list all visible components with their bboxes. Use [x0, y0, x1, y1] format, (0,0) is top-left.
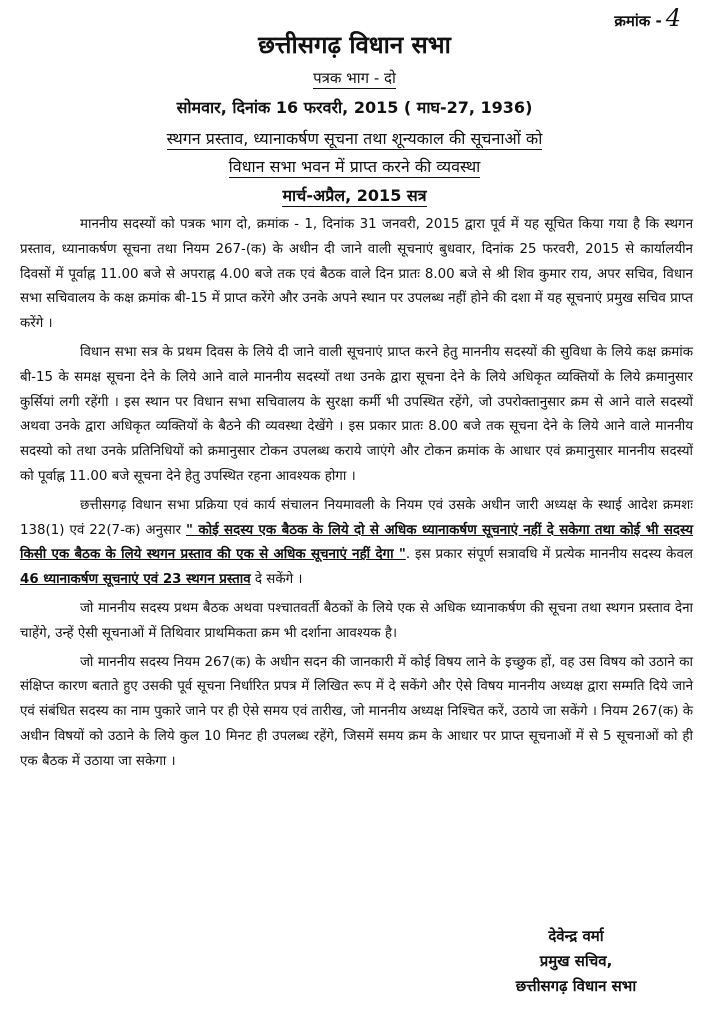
signatory-name: देवेन्द्र वर्मा [548, 927, 604, 945]
signatory-organization: छत्तीसगढ़ विधान सभा [515, 977, 637, 995]
paragraph-3-text-1: छत्तीसगढ़ विधान सभा प्रक्रिया एवं कार्य संचालन नियमावली के नियम एवं उसके अधीन जारी अध्यक्ष के स्थाई आदेश क्रमशः 138(1) एवं 22(7-क) अनुसार [20, 497, 693, 538]
session-title-text: मार्च-अप्रैल, 2015 सत्र [282, 186, 427, 205]
heading-line-2 [0, 155, 709, 177]
paragraph-5: जो माननीय सदस्य नियम 267(क) के अधीन सदन की जानकारी में कोई विषय लाने के इच्छुक हों, वह उस विषय को उठाने का संक्षिप्त कारण बताते हुए उसकी पूर्व सूचना निर्धारित प्रपत्र में लिखित रूप में दे सकेंगे और ऐसे विषय माननीय अध्यक्ष द्वारा सम्मति दिये जाने एवं संबंधित सदस्य का नाम पुकारे जाने पर ही ऐसे समय एवं तारीख, जो माननीय अध्यक्ष निश्चित करें, उठाये जा सकेंगे । नियम 267(क) के अधीन विषयों को उठाने के लिये कुल 10 मिनट ही उपलब्ध रहेंगे, जिसमें समय क्रम के आधार पर प्राप्त सूचनाओं में से 5 सूचनाओं को ही एक बैठक में उठाया जा सकेगा । [20, 654, 693, 769]
serial-value: 4 [665, 4, 681, 32]
heading-line-2-text: विधान सभा भवन में प्राप्त करने की व्यवस्था [228, 157, 481, 176]
notice-limit-emphasis: 46 ध्यानाकर्षण सूचनाएं एवं 23 स्थगन प्रस्ताव [20, 572, 251, 588]
paragraph-3 [20, 494, 693, 593]
paragraph-3-text-3: दे सकेंगे । [250, 572, 303, 588]
subtitle-text: पत्रक भाग - दो [313, 69, 396, 87]
document-body [20, 213, 693, 779]
paragraph-3-text-2: . इस प्रकार संपूर्ण सत्रावधि में प्रत्येक माननीय सदस्य केवल [405, 547, 693, 563]
heading-line-1 [0, 127, 709, 149]
heading-line-1-text: स्थगन प्रस्ताव, ध्यानाकर्षण सूचना तथा शून्यकाल की सूचनाओं को [166, 129, 543, 148]
rule-quote-emphasis: " कोई सदस्य एक बैठक के लिये दो से अधिक ध्यानाकर्षण सूचनाएं नहीं दे सकेगा तथा कोई भी सदस्य किसी एक बैठक के लिये स्थगन प्रस्ताव की एक से अधिक सूचनाएं नहीं देगा " [20, 522, 694, 563]
page-title: छत्तीसगढ़ विधान सभा [258, 31, 451, 59]
document-subtitle [0, 68, 709, 88]
signature-block [481, 924, 671, 999]
paragraph-4: जो माननीय सदस्य प्रथम बैठक अथवा पश्चातवर्ती बैठकों के लिये एक से अधिक ध्यानाकर्षण की सूचना तथा स्थगन प्रस्ताव देना चाहेंगे, उन्हें ऐसी सूचनाओं में तिथिवार प्राथमिकता क्रम भी दर्शाना आवश्यक है। [20, 600, 693, 641]
signatory-designation: प्रमुख सचिव, [539, 952, 613, 970]
paragraph-1: माननीय सदस्यों को पत्रक भाग दो, क्रमांक - 1, दिनांक 31 जनवरी, 2015 द्वारा पूर्व में यह सूचित किया गया है कि स्थगन प्रस्ताव, ध्यानाकर्षण सूचना तथा नियम 267-(क) के अधीन दी जाने वाली सूचनाएं बुधवार, दिनांक 25 फरवरी, 2015 से कार्यालयीन दिवसों में पूर्वाह्न 11.00 बजे से अपराह्न 4.00 बजे तक एवं बैठक वाले दिन प्रातः 8.00 बजे से श्री शिव कुमार राय, अपर सचिव, विधान सभा सचिवालय के कक्ष क्रमांक बी-15 में प्राप्त करेंगे और उनके अपने स्थान पर उपलब्ध नहीं होने की दशा में यह सूचनाएं प्रमुख सचिव प्राप्त करेंगे । [20, 217, 693, 332]
date-line: सोमवार, दिनांक 16 फरवरी, 2015 ( माघ-27, 1936) [176, 98, 533, 117]
session-title [0, 184, 709, 206]
serial-label: क्रमांक - [614, 12, 662, 30]
paragraph-2: विधान सभा सत्र के प्रथम दिवस के लिये दी जाने वाली सूचनाएं प्राप्त करने हेतु माननीय सदस्यों की सुविधा के लिये कक्ष क्रमांक बी-15 के समक्ष सूचना देने के लिये आने वाले माननीय सदस्यों तथा उनके द्वारा सूचना देने के लिये अधिकृत व्यक्तियों के लिये क्रमानुसार कुर्सियां लगी रहेंगी । इस स्थान पर विधान सभा सचिवालय के सुरक्षा कर्मी भी उपस्थित रहेंगे, जो उपरोक्तानुसार क्रम से आने वाले सदस्यों अथवा उनके द्वारा अधिकृत व्यक्तियों के बैठने की व्यवस्था देखेंगे । इस प्रकार प्रातः 8.00 बजे तक सूचना देने के लिये आने वाले माननीय सदस्यो को तथा उनके प्रतिनिधियों को क्रमानुसार टोकन उपलब्ध कराये जाएंगे और टोकन क्रमांक के आधार एवं क्रमानुसार माननीय सदस्यों को पूर्वाह्न 11.00 बजे सूचना देने हेतु उपस्थित रहना आवश्यक होगा । [20, 344, 693, 484]
